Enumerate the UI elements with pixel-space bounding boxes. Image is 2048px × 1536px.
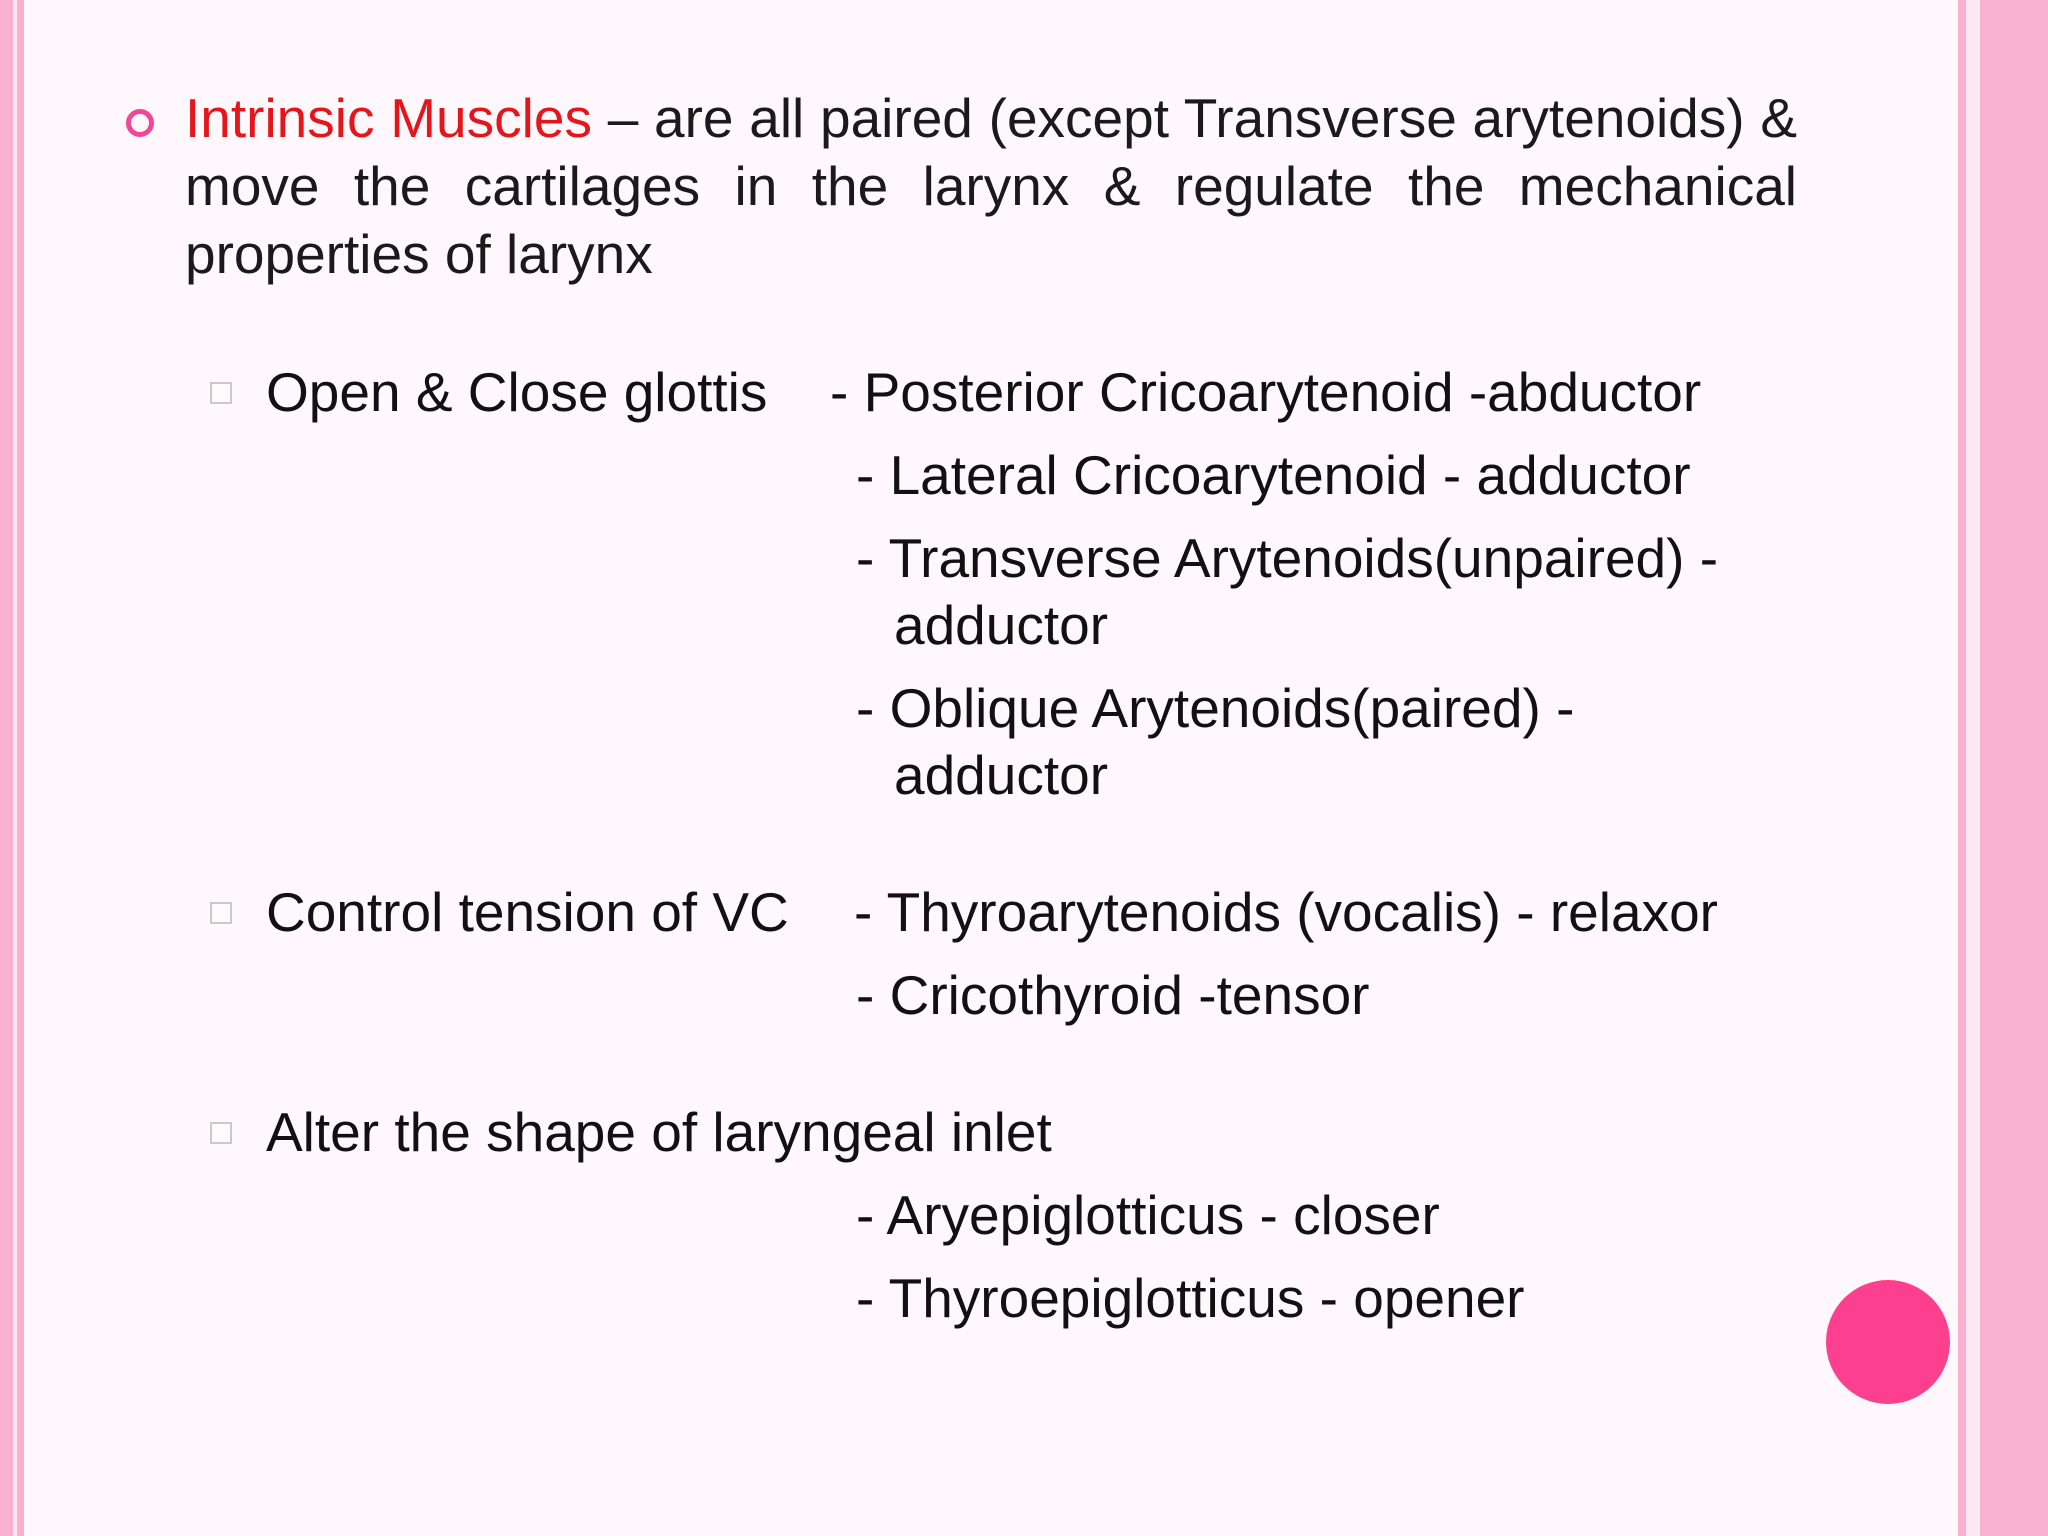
- right-border-stripe-inner: [1958, 0, 1966, 1536]
- square-bullet-icon: [210, 382, 232, 404]
- ring-bullet-icon: [126, 109, 154, 137]
- muscle-item: - Cricothyroid -tensor: [856, 964, 1370, 1026]
- muscle-item: - Oblique Arytenoids(paired) -: [856, 677, 1575, 739]
- left-border-stripe-inner: [17, 0, 24, 1536]
- group-label-open-close-glottis: Open & Close glottis: [266, 361, 768, 423]
- intro-heading: Intrinsic Muscles: [185, 87, 592, 149]
- square-bullet-icon: [210, 902, 232, 924]
- group-label-control-tension: Control tension of VC: [266, 881, 789, 943]
- left-border-stripe: [0, 0, 13, 1536]
- muscle-item: - Thyroarytenoids (vocalis) - relaxor: [854, 881, 1718, 943]
- intro-paragraph: [185, 84, 1797, 288]
- muscle-item: - Transverse Arytenoids(unpaired) -: [856, 527, 1719, 589]
- intro-text: – are all paired (except Transverse arytenoids) & move the cartilages in the larynx & regulate the mechanical properties of larynx: [185, 87, 1798, 285]
- right-border-stripe: [1980, 0, 2048, 1536]
- decorative-circle: [1826, 1280, 1950, 1404]
- right-border-gap: [1966, 0, 1980, 1536]
- muscle-item-continuation: adductor: [894, 744, 1109, 806]
- square-bullet-icon: [210, 1122, 232, 1144]
- muscle-item: - Aryepiglotticus - closer: [856, 1184, 1440, 1246]
- group-label-alter-shape: Alter the shape of laryngeal inlet: [266, 1101, 1052, 1163]
- muscle-item: - Thyroepiglotticus - opener: [856, 1267, 1525, 1329]
- muscle-item-continuation: adductor: [894, 594, 1109, 656]
- muscle-item: - Posterior Cricoarytenoid -abductor: [830, 361, 1702, 423]
- muscle-item: - Lateral Cricoarytenoid - adductor: [856, 444, 1691, 506]
